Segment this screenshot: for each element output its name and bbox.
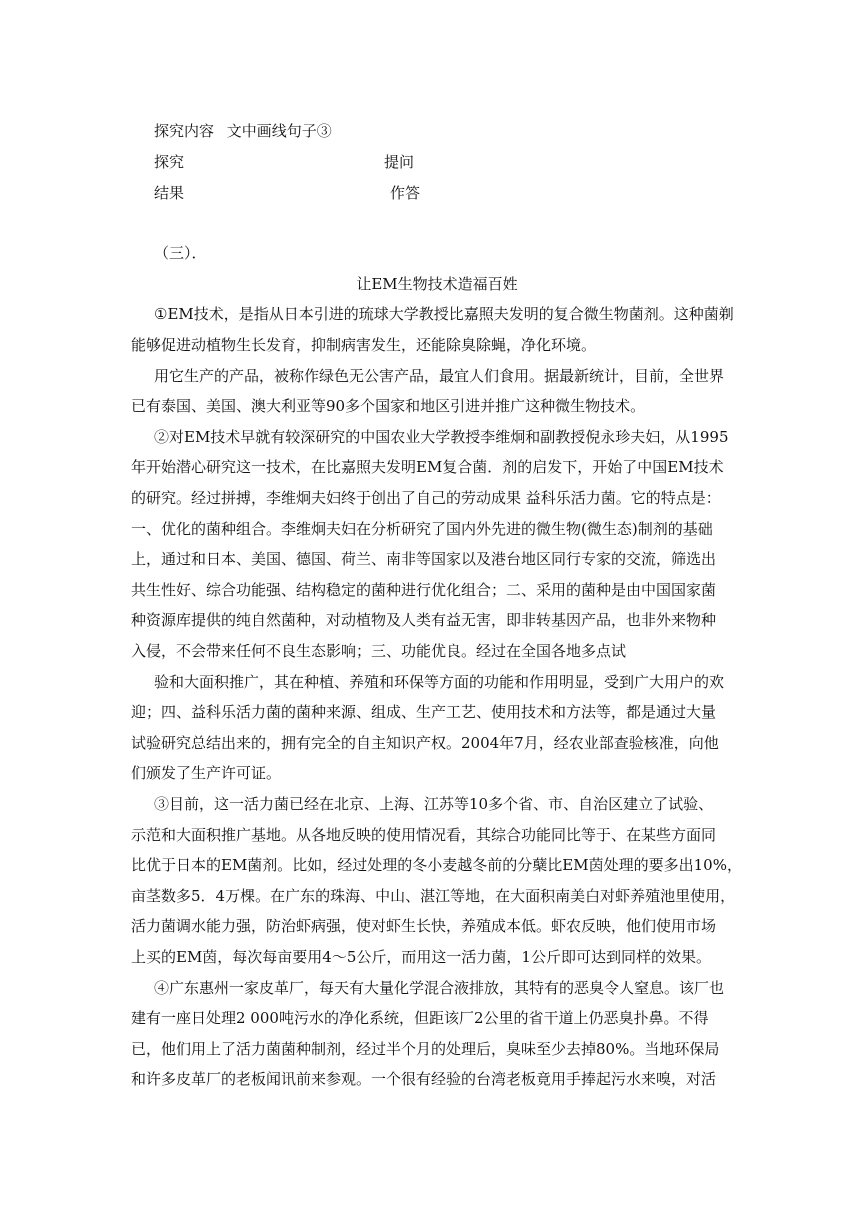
body-line: ③目前，这一活力菌已经在北京、上海、江苏等10多个省、市、自治区建立了试验、 [154,795,714,813]
body-line: 亩茎数多5．4万棵。在广东的珠海、中山、湛江等地，在大面积南美白对虾养殖池里使用， [131,887,736,905]
explore-label-1: 探究内容 [154,122,215,140]
body-line: 一、优化的菌种组合。李维炯夫妇在分析研究了国内外先进的微生物(微生态)制剂的基础 [131,520,713,538]
body-line: ④广东惠州一家皮革厂，每天有大量化学混合液排放，其特有的恶臭令人窒息。该厂也 [154,979,725,997]
body-line: 活力菌调水能力强，防治虾病强，使对虾生长快，养殖成本低。虾农反映，他们使用市场 [131,917,717,935]
body-line: 建有一座日处理2 000吨污水的净化系统，但距该厂2公里的省干道上仍恶臭扑鼻。不得 [131,1009,709,1027]
body-line: 和许多皮革厂的老板闻讯前来参观。一个很有经验的台湾老板竟用手捧起污水来嗅，对活 [131,1070,717,1088]
explore-content-1: 文中画线句子③ [226,122,332,140]
body-line: 们颁发了生产许可证。 [131,764,282,782]
body-line: 试验研究总结出来的，拥有完全的自主知识产权。2004年7月，经农业部查验核准，向他 [131,734,719,752]
body-line: ②对EM技术早就有较深研究的中国农业大学教授李维炯和副教授倪永珍夫妇，从1995 [154,428,729,446]
body-line: 已，他们用上了活力菌菌种制剂，经过半个月的处理后，臭味至少去掉80%。当地环保局 [131,1040,720,1058]
body-line: 比优于日本的EM菌剂。比如，经过处理的冬小麦越冬前的分蘖比EM茵处理的要多出10%， [131,856,742,874]
body-line: 验和大面积推广，其在种植、养殖和环保等方面的功能和作用明显，受到广大用户的欢 [154,673,725,691]
body-line: 迎；四、益科乐活力菌的菌种来源、组成、生产工艺、使用技术和方法等，都是通过大量 [131,703,717,721]
body-line: 入侵，不会带来任何不良生态影响；三、功能优良。经过在全国各地多点试 [131,642,627,660]
explore-content-2: 提问 [384,153,415,171]
explore-row-3 [154,183,743,203]
body-line: 上买的EM茵，每次每亩要用4～5公斤，而用这一活力菌，1公斤即可达到同样的效果。 [131,948,711,966]
explore-row-2 [154,152,743,172]
body-line: ①EM技术，是指从日本引进的琉球大学教授比嘉照夫发明的复合微生物菌剂。这种菌剃 [154,305,734,323]
section-marker: （三）． [154,244,207,262]
body-line: 能够促进动植物生长发育，抑制病害发生，还能除臭除蝇，净化环境。 [131,336,597,354]
body-line: 上，通过和日本、美国、德国、荷兰、南非等国家以及港台地区同行专家的交流，筛选出 [131,550,717,568]
article-title: 让EM生物技术造福百姓 [356,275,518,293]
body-line: 年开始潜心研究这一技术，在比嘉照夫发明EM复合菌．剂的启发下，开始了中国EM技术 [131,458,724,476]
explore-label-3: 结果 [154,184,185,202]
body-line: 示范和大面积推广基地。从各地反映的使用情况看，其综合功能同比等于、在某些方面同 [131,826,717,844]
body-line: 已有泰国、美国、澳大利亚等90多个国家和地区引进并推广这种微生物技术。 [131,397,646,415]
body-line: 共生性好、综合功能强、结构稳定的菌种进行优化组合；二、采用的菌种是由中国国家菌 [131,581,717,599]
body-line: 用它生产的产品，被称作绿色无公害产品，最宜人们食用。据最新统计，目前，全世界 [154,367,725,385]
explore-content-3: 作答 [390,184,421,202]
explore-row-1 [154,121,743,141]
body-line: 种资源库提供的纯自然菌种，对动植物及人类有益无害，即非转基因产品，也非外来物种 [131,611,717,629]
explore-label-2: 探究 [154,153,185,171]
body-line: 的研究。经过拼搏，李维炯夫妇终于创出了自己的劳动成果 益科乐活力菌。它的特点是： [131,489,721,507]
